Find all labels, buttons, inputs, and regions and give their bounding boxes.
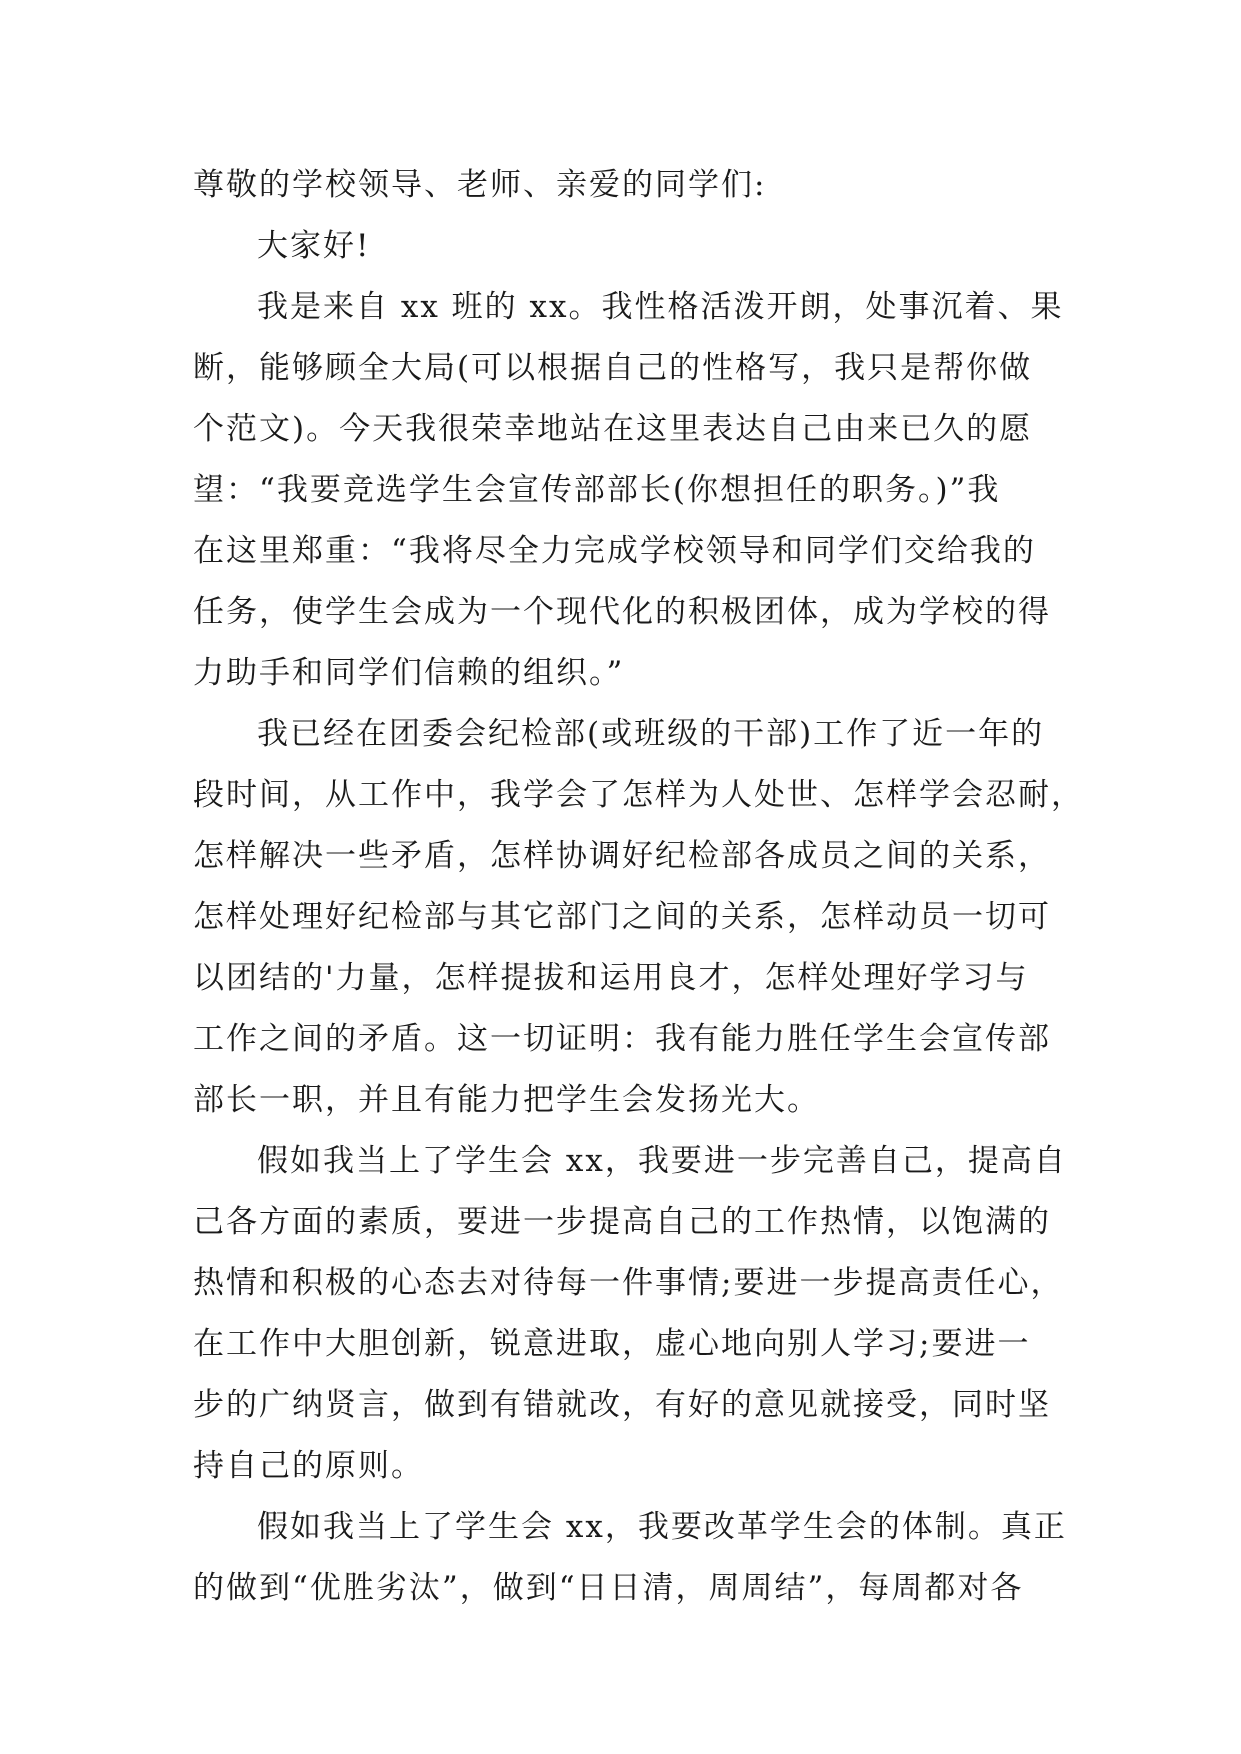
paragraph-line: 望：“我要竞选学生会宣传部部长(你想担任的职务。)”我 (193, 472, 1001, 508)
paragraph-line: 怎样处理好纪检部与其它部门之间的关系，怎样动员一切可 (193, 899, 1051, 935)
salutation-line: 尊敬的学校领导、老师、亲爱的同学们: (193, 167, 767, 203)
paragraph-3 (193, 1131, 1067, 1497)
paragraph-line: 我已经在团委会纪检部(或班级的干部)工作了近一年的 (257, 716, 1045, 752)
paragraph-line: 断，能够顾全大局(可以根据自己的性格写，我只是帮你做 (193, 350, 1033, 386)
paragraph-2 (193, 704, 1084, 1131)
paragraph-line: 我是来自 xx 班的 xx。我性格活泼开朗，处事沉着、果 (257, 289, 1064, 325)
paragraph-line: 个范文)。今天我很荣幸地站在这里表达自己由来已久的愿 (193, 411, 1033, 447)
paragraph-line: 段时间，从工作中，我学会了怎样为人处世、怎样学会忍耐， (193, 777, 1084, 813)
paragraph-line: 步的广纳贤言，做到有错就改，有好的意见就接受，同时坚 (193, 1387, 1051, 1423)
paragraph-line: 假如我当上了学生会 xx，我要进一步完善自己，提高自 (257, 1143, 1067, 1179)
greeting-line: 大家好! (257, 228, 371, 264)
paragraph-line: 力助手和同学们信赖的组织。” (193, 655, 625, 691)
paragraph-line: 热情和积极的心态去对待每一件事情;要进一步提高责任心， (193, 1265, 1064, 1301)
paragraph-line: 己各方面的素质，要进一步提高自己的工作热情，以饱满的 (193, 1204, 1051, 1240)
paragraph-line: 的做到“优胜劣汰”，做到“日日清，周周结”，每周都对各 (193, 1570, 1024, 1606)
paragraph-line: 持自己的原则。 (193, 1448, 424, 1484)
paragraph-line: 任务，使学生会成为一个现代化的积极团体，成为学校的得 (193, 594, 1051, 630)
paragraph-line: 工作之间的矛盾。这一切证明：我有能力胜任学生会宣传部 (193, 1021, 1051, 1057)
paragraph-line: 假如我当上了学生会 xx，我要改革学生会的体制。真正 (257, 1509, 1067, 1545)
speech-text (193, 155, 1084, 1619)
paragraph-line: 在这里郑重：“我将尽全力完成学校领导和同学们交给我的 (193, 533, 1036, 569)
paragraph-line: 部长一职，并且有能力把学生会发扬光大。 (193, 1082, 820, 1118)
paragraph-line: 在工作中大胆创新，锐意进取，虚心地向别人学习;要进一 (193, 1326, 1031, 1362)
paragraph-1 (193, 277, 1063, 704)
paragraph-4 (193, 1497, 1067, 1619)
paragraph-line: 怎样解决一些矛盾，怎样协调好纪检部各成员之间的关系， (193, 838, 1051, 874)
paragraph-line: 以团结的'力量，怎样提拔和运用良才，怎样处理好学习与 (193, 960, 1029, 996)
